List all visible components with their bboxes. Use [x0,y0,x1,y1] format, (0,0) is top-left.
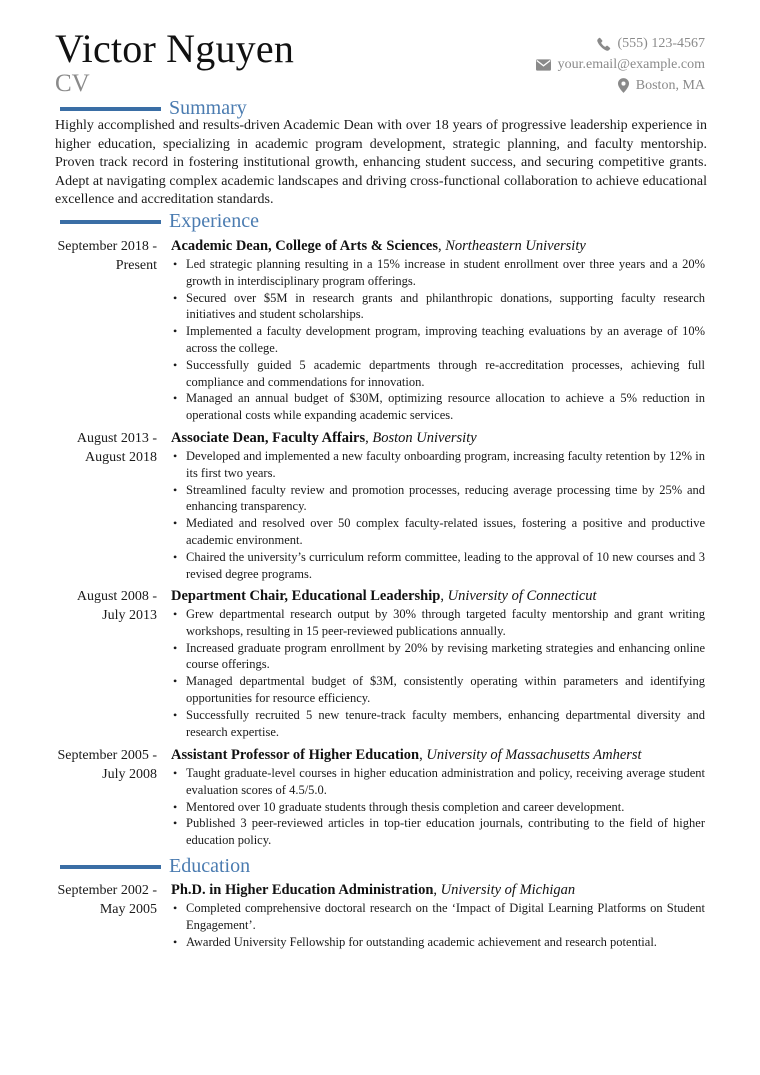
map-marker-icon [618,78,629,93]
summary-text: Highly accomplished and results-driven Academic Dean with over 18 years of progressive leadership experience in higher education, specializing in academic program development, strategic planning, and faculty mentorship. Proven track record in fostering institutional growth, enhancing student success, and securing competitive grants. Adept at navigating complex academic landscapes and driving cross-functional collaboration to achieve educational excellence and accreditation standards. [55,118,707,207]
entry-date: August 2013 - August 2018 [76,431,157,465]
entry-organization: Northeastern University [445,238,586,254]
entry-bullets [171,900,705,950]
experience-heading [60,210,259,232]
bullet-item: • Managed an annual budget of $30M, optimizing resource allocation to achieve a 5% reduction in operational costs while expanding academic services. [171,390,705,424]
contact-location [536,75,705,96]
entry-bullets [171,606,705,740]
section-accent-bar [60,865,161,869]
bullet-item: • Grew departmental research output by 30% through targeted faculty mentorship and grant writing workshops, resulting in 15 peer-reviewed publications annually. [171,606,705,640]
entry-role: Assistant Professor of Higher Education [171,747,420,763]
entry-heading: Academic Dean, College of Arts & Sciences, Northeastern University [171,238,586,254]
entry-heading: Associate Dean, Faculty Affairs, Boston University [171,430,477,446]
entry-organization: University of Michigan [440,882,576,898]
entry-bullets [171,448,705,582]
phone-icon [597,37,611,51]
contact-email [536,54,705,75]
bullet-item: • Awarded University Fellowship for outstanding academic achievement and research potential. [171,934,705,951]
entry-content [171,237,705,424]
bullet-item: • Chaired the university’s curriculum reform committee, leading to the approval of 10 new courses and 3 revised degree programs. [171,549,705,583]
email-address[interactable]: your.email@example.com [557,56,705,72]
bullet-item: • Secured over $5M in research grants and philanthropic donations, supporting faculty research initiatives and student scholarships. [171,290,705,324]
entry-heading: Assistant Professor of Higher Education, University of Massachusetts Amherst [171,747,642,763]
entry-role: Department Chair, Educational Leadership [171,588,441,604]
bullet-item: • Increased graduate program enrollment by 20% by revising marketing strategies and enhancing online course offerings. [171,640,705,674]
summary-title: Summary [169,97,247,119]
entry-heading: Department Chair, Educational Leadership, University of Connecticut [171,588,597,604]
bullet-item: • Implemented a faculty development program, improving teaching evaluations by an average of 10% across the college. [171,323,705,357]
entry-role: Associate Dean, Faculty Affairs [171,430,366,446]
entry-degree: Ph.D. in Higher Education Administration [171,882,434,898]
bullet-item: • Managed departmental budget of $3M, consistently operating within parameters and identifying opportunities for resource efficiency. [171,673,705,707]
entry-content [171,746,705,849]
phone-number: (555) 123-4567 [617,35,705,51]
candidate-name: Victor Nguyen [55,26,295,71]
entry-bullets [171,256,705,424]
bullet-item: • Led strategic planning resulting in a 15% increase in student enrollment over three years and a 20% growth in interdisciplinary program offerings. [171,256,705,290]
bullet-item: • Developed and implemented a new faculty onboarding program, increasing faculty retention by 12% in its first two years. [171,448,705,482]
education-heading [60,855,250,877]
entry-heading: Ph.D. in Higher Education Administration, University of Michigan [171,882,576,898]
bullet-item: • Successfully guided 5 academic departments through re-accreditation processes, achieving full compliance and commendations for innovation. [171,357,705,391]
contact-phone [536,33,705,54]
section-accent-bar [60,107,161,111]
bullet-item: • Taught graduate-level courses in higher education administration and policy, receiving average student evaluation scores of 4.5/5.0. [171,765,705,799]
bullet-item: • Successfully recruited 5 new tenure-track faculty members, enhancing departmental diversity and research expertise. [171,707,705,741]
entry-organization: University of Massachusetts Amherst [426,747,642,763]
entry-date: September 2002 - May 2005 [57,883,157,917]
entry-date: September 2018 - Present [57,239,157,273]
entry-content [171,881,705,950]
experience-title: Experience [169,210,259,232]
contact-block [536,33,705,96]
entry-organization: Boston University [372,430,477,446]
entry-content [171,429,705,582]
entry-organization: University of Connecticut [447,588,597,604]
bullet-item: • Streamlined faculty review and promotion processes, reducing average processing time by 25% and enhancing transparency. [171,482,705,516]
envelope-icon [536,59,551,71]
entry-bullets [171,765,705,849]
location-text: Boston, MA [635,77,705,93]
summary-heading [60,97,247,119]
entry-date: September 2005 - July 2008 [57,748,157,782]
bullet-item: • Published 3 peer-reviewed articles in top-tier education journals, contributing to the field of higher education policy. [171,815,705,849]
entry-role: Academic Dean, College of Arts & Sciences [171,238,438,254]
bullet-item: • Mentored over 10 graduate students through thesis completion and career development. [171,799,705,816]
entry-date: August 2008 - July 2013 [76,589,157,623]
entry-content [171,587,705,740]
bullet-item: • Completed comprehensive doctoral research on the ‘Impact of Digital Learning Platforms on Student Engagement’. [171,900,705,934]
education-title: Education [169,855,251,877]
section-accent-bar [60,220,161,224]
document-subtitle: CV [55,70,90,97]
bullet-item: • Mediated and resolved over 50 complex faculty-related issues, fostering a positive and productive academic environment. [171,515,705,549]
